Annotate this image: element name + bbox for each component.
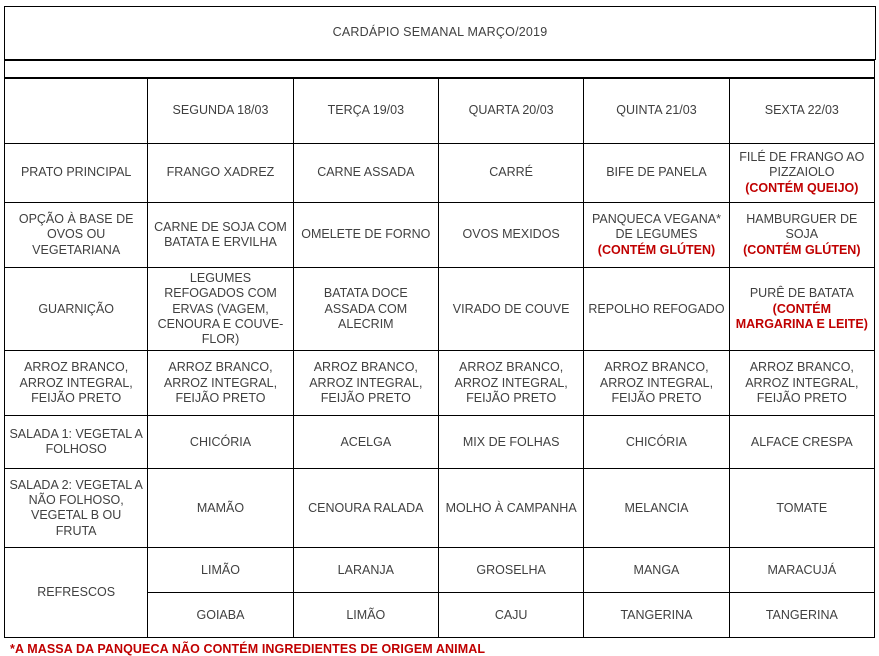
column-header-quinta: QUINTA 21/03 [584, 79, 729, 144]
cell-vegetariana-quarta [438, 203, 583, 268]
cell-allergen-note: (CONTÉM MARGARINA E LEITE) [735, 301, 868, 331]
cell-guarnicao-segunda [148, 268, 293, 351]
column-header-quarta: QUARTA 20/03 [438, 79, 583, 144]
cell-vegetariana-sexta [729, 203, 874, 268]
cell-refresco1-terca: LARANJA [293, 548, 438, 593]
table-row [5, 144, 875, 203]
cell-refresco2-quinta: TANGERINA [584, 593, 729, 638]
row-label-guarnicao: GUARNIÇÃO [5, 268, 148, 351]
table-body [5, 144, 875, 638]
row-label-arroz-feijao: ARROZ BRANCO, ARROZ INTEGRAL, FEIJÃO PRETO [5, 351, 148, 416]
cell-salada2-segunda: MAMÃO [148, 469, 293, 548]
table-row [5, 203, 875, 268]
cell-salada2-sexta: TOMATE [729, 469, 874, 548]
cell-text: PANQUECA VEGANA* DE LEGUMES [591, 212, 721, 242]
row-label-salada-2: SALADA 2: VEGETAL A NÃO FOLHOSO, VEGETAL B OU FRUTA [5, 469, 148, 548]
cell-refresco2-segunda: GOIABA [148, 593, 293, 638]
cell-vegetariana-segunda [148, 203, 293, 268]
cell-guarnicao-sexta [729, 268, 874, 351]
cell-text: CARRÉ [489, 165, 534, 180]
page-title: CARDÁPIO SEMANAL MARÇO/2019 [5, 7, 876, 60]
cell-refresco1-quarta: GROSELHA [438, 548, 583, 593]
cell-prato-terca [293, 144, 438, 203]
cell-guarnicao-quinta [584, 268, 729, 351]
cell-refresco2-sexta: TANGERINA [729, 593, 874, 638]
cell-guarnicao-terca [293, 268, 438, 351]
table-header [5, 79, 875, 144]
footnote: *A MASSA DA PANQUECA NÃO CONTÉM INGREDIENTES DE ORIGEM ANIMAL [10, 642, 486, 656]
cell-salada1-sexta: ALFACE CRESPA [729, 416, 874, 469]
cell-text: CARNE DE SOJA COM BATATA E ERVILHA [154, 219, 287, 249]
cell-vegetariana-quinta [584, 203, 729, 268]
cell-allergen-note: (CONTÉM QUEIJO) [745, 180, 859, 195]
table-row [5, 548, 875, 593]
cell-vegetariana-terca [293, 203, 438, 268]
column-header-sexta: SEXTA 22/03 [729, 79, 874, 144]
table-row [5, 268, 875, 351]
cell-text: HAMBURGUER DE SOJA [746, 212, 858, 242]
row-label-prato-principal: PRATO PRINCIPAL [5, 144, 148, 203]
cell-prato-segunda [148, 144, 293, 203]
cell-prato-quinta [584, 144, 729, 203]
spacer-table [4, 60, 875, 78]
cell-salada1-segunda: CHICÓRIA [148, 416, 293, 469]
table-row [5, 351, 875, 416]
cell-text: FILÉ DE FRANGO AO PIZZAIOLO [739, 150, 865, 180]
cell-salada1-quinta: CHICÓRIA [584, 416, 729, 469]
spacer [5, 61, 875, 78]
cell-text: VIRADO DE COUVE [452, 301, 570, 316]
cell-salada2-quarta: MOLHO À CAMPANHA [438, 469, 583, 548]
cell-refresco1-sexta: MARACUJÁ [729, 548, 874, 593]
header-corner [5, 79, 148, 144]
cell-allergen-note: (CONTÉM GLÚTEN) [597, 242, 716, 257]
row-label-opcao-vegetariana: OPÇÃO À BASE DE OVOS OU VEGETARIANA [5, 203, 148, 268]
cell-salada2-terca: CENOURA RALADA [293, 469, 438, 548]
cell-allergen-note: (CONTÉM GLÚTEN) [743, 242, 861, 257]
column-header-terca: TERÇA 19/03 [293, 79, 438, 144]
cell-prato-quarta [438, 144, 583, 203]
cell-arroz-terca: ARROZ BRANCO, ARROZ INTEGRAL, FEIJÃO PRETO [293, 351, 438, 416]
cell-salada2-quinta: MELANCIA [584, 469, 729, 548]
column-header-segunda: SEGUNDA 18/03 [148, 79, 293, 144]
cell-arroz-sexta: ARROZ BRANCO, ARROZ INTEGRAL, FEIJÃO PRETO [729, 351, 874, 416]
cell-arroz-segunda: ARROZ BRANCO, ARROZ INTEGRAL, FEIJÃO PRETO [148, 351, 293, 416]
cell-text: FRANGO XADREZ [166, 165, 275, 180]
cell-salada1-terca: ACELGA [293, 416, 438, 469]
cell-refresco1-segunda: LIMÃO [148, 548, 293, 593]
cell-guarnicao-quarta [438, 268, 583, 351]
row-label-refrescos: REFRESCOS [5, 548, 148, 638]
weekly-menu-table [4, 78, 875, 638]
table-row [5, 469, 875, 548]
cell-text: REPOLHO REFOGADO [588, 301, 725, 316]
cell-prato-sexta [729, 144, 874, 203]
table-row [5, 416, 875, 469]
cell-text: BIFE DE PANELA [606, 165, 707, 180]
cell-salada1-quarta: MIX DE FOLHAS [438, 416, 583, 469]
cell-arroz-quinta: ARROZ BRANCO, ARROZ INTEGRAL, FEIJÃO PRETO [584, 351, 729, 416]
title-table [4, 6, 876, 60]
cell-text: OVOS MEXIDOS [462, 227, 560, 242]
cell-text: CARNE ASSADA [317, 165, 415, 180]
cell-refresco2-quarta: CAJU [438, 593, 583, 638]
cell-text: OMELETE DE FORNO [301, 227, 431, 242]
header-row [5, 79, 875, 144]
cell-arroz-quarta: ARROZ BRANCO, ARROZ INTEGRAL, FEIJÃO PRETO [438, 351, 583, 416]
cell-refresco1-quinta: MANGA [584, 548, 729, 593]
cell-refresco2-terca: LIMÃO [293, 593, 438, 638]
cell-text: BATATA DOCE ASSADA COM ALECRIM [323, 286, 408, 331]
row-label-salada-1: SALADA 1: VEGETAL A FOLHOSO [5, 416, 148, 469]
cell-text: PURÊ DE BATATA [749, 286, 854, 301]
cell-text: LEGUMES REFOGADOS COM ERVAS (VAGEM, CENOURA E COUVE-FLOR) [157, 271, 284, 346]
